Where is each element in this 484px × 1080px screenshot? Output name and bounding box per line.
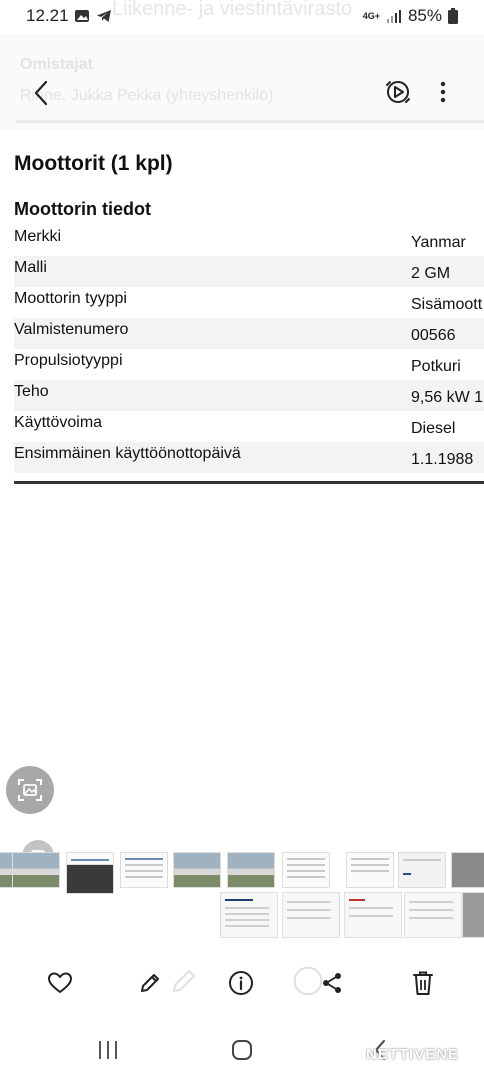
table-row xyxy=(14,349,484,380)
battery-percent: 85% xyxy=(407,6,442,25)
row-value: Potkuri xyxy=(411,358,461,375)
status-time: 12.21 xyxy=(26,6,69,25)
row-value: Diesel xyxy=(411,420,456,437)
table-row xyxy=(14,380,484,411)
edit-button[interactable] xyxy=(134,967,166,999)
thumbnail[interactable] xyxy=(12,852,60,888)
background-app-title: Liikenne- ja viestintävirasto xyxy=(112,0,353,20)
row-label: Valmistenumero xyxy=(14,321,129,338)
thumbnail[interactable] xyxy=(462,892,484,938)
row-label: Teho xyxy=(14,383,49,400)
thumbnail[interactable] xyxy=(220,892,278,938)
row-label: Ensimmäinen käyttöönottopäivä xyxy=(14,445,241,462)
thumbnail[interactable] xyxy=(346,852,394,888)
row-value: Sisämoott xyxy=(411,296,483,313)
share-button[interactable] xyxy=(316,967,348,999)
more-vertical-icon xyxy=(440,80,446,104)
extract-image-button[interactable] xyxy=(6,766,54,814)
delete-button[interactable] xyxy=(407,967,439,999)
engine-details-table xyxy=(14,225,484,473)
telegram-notification-icon xyxy=(96,8,112,24)
play-circle-icon xyxy=(384,78,412,106)
table-row xyxy=(14,411,484,442)
more-options-button[interactable] xyxy=(430,76,456,108)
row-label: Malli xyxy=(14,259,47,276)
gallery-notification-icon xyxy=(74,8,90,24)
status-right xyxy=(363,6,458,26)
background-owners-heading: Omistajat xyxy=(20,56,93,73)
row-value: Yanmar xyxy=(411,234,466,251)
thumbnail-filmstrip[interactable] xyxy=(0,840,484,942)
photo-action-bar xyxy=(0,955,484,1011)
table-row xyxy=(14,442,484,473)
row-label: Moottorin tyyppi xyxy=(14,290,127,307)
signal-icon xyxy=(386,9,402,23)
recents-icon xyxy=(97,1039,119,1061)
favorite-button[interactable] xyxy=(44,967,76,999)
header-divider xyxy=(16,120,484,123)
thumbnail[interactable] xyxy=(282,892,340,938)
pencil-icon xyxy=(138,971,162,995)
status-notification-icons xyxy=(74,8,112,24)
share-icon xyxy=(320,971,344,995)
thumbnail[interactable] xyxy=(282,852,330,888)
thumbnail[interactable] xyxy=(344,892,402,938)
thumbnail[interactable] xyxy=(173,852,221,888)
heart-icon xyxy=(47,971,73,995)
row-value: 00566 xyxy=(411,327,456,344)
thumbnail[interactable] xyxy=(398,852,446,888)
home-button[interactable] xyxy=(224,1034,260,1066)
row-value: 2 GM xyxy=(411,265,451,282)
back-button[interactable] xyxy=(24,76,58,110)
details-button[interactable] xyxy=(225,967,257,999)
section-title: Moottorit (1 kpl) xyxy=(14,152,173,175)
image-scan-icon xyxy=(16,776,44,804)
battery-icon xyxy=(448,8,458,24)
subsection-title: Moottorin tiedot xyxy=(14,199,151,219)
home-icon xyxy=(230,1038,254,1062)
row-value: 9,56 kW 1 xyxy=(411,389,484,406)
table-row xyxy=(14,287,484,318)
trash-icon xyxy=(412,970,434,996)
recent-apps-button[interactable] xyxy=(90,1034,126,1066)
row-label: Propulsiotyyppi xyxy=(14,352,123,369)
ghost-pencil-icon xyxy=(166,963,202,999)
watermark: NETTIVENE xyxy=(366,1046,460,1063)
row-label: Käyttövoima xyxy=(14,414,103,431)
row-label: Merkki xyxy=(14,228,62,245)
table-row xyxy=(14,318,484,349)
thumbnail[interactable] xyxy=(66,864,114,894)
motion-photo-button[interactable] xyxy=(383,76,413,108)
table-bottom-rule xyxy=(14,481,484,484)
table-row xyxy=(14,256,484,287)
table-row xyxy=(14,225,484,256)
thumbnail[interactable] xyxy=(404,892,462,938)
thumbnail[interactable] xyxy=(227,852,275,888)
info-icon xyxy=(228,970,254,996)
thumbnail[interactable] xyxy=(451,852,484,888)
thumbnail[interactable] xyxy=(120,852,168,888)
chevron-left-icon xyxy=(31,79,51,107)
background-owner-name: Rinne, Jukka Pekka (yhteyshenkilö) xyxy=(20,87,274,104)
row-value: 1.1.1988 xyxy=(411,451,474,468)
network-type: 4G+ xyxy=(362,10,380,21)
